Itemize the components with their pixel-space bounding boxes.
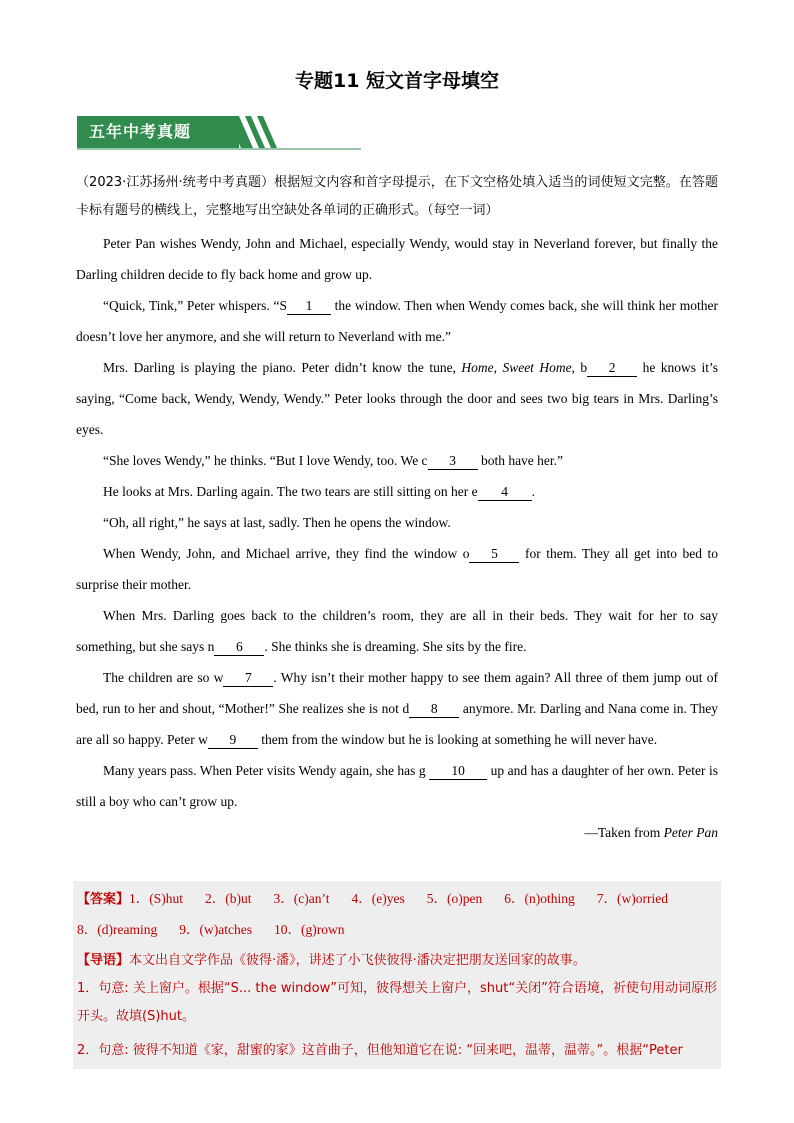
question-intro: （2023·江苏扬州·统考中考真题）根据短文内容和首字母提示，在下文空格处填入适当的词使短文完整。在答题卡标有题号的横线上，完整地写出空缺处各单词的正确形式。（每空一词） [76, 175, 718, 218]
paragraph-7: When Wendy, John, and Michael arrive, they find the window o 5 for them. They all get into bed to surprise their mother. [76, 546, 718, 592]
answer-item: 5．(o)pen [426, 891, 483, 906]
section-banner [77, 116, 367, 150]
explanation-2: 2．句意: 彼得不知道《家，甜蜜的家》这首曲子，但他知道它在说: “回来吧，温蒂，温蒂。”。根据“Peter [77, 1043, 683, 1058]
guide-label: 【导语】 [77, 953, 130, 968]
blank-1[interactable]: 1 [287, 298, 331, 315]
answer-line-1 [77, 887, 717, 907]
answer-item: 9．(w)atches [179, 922, 252, 937]
passage-source: —Taken from Peter Pan [584, 825, 718, 840]
blank-9[interactable]: 9 [208, 732, 258, 749]
blank-3[interactable]: 3 [428, 453, 478, 470]
blank-6[interactable]: 6 [214, 639, 264, 656]
answer-item: 10．(g)rown [273, 922, 345, 937]
answer-item: 2．(b)ut [205, 891, 252, 906]
blank-10[interactable]: 10 [429, 763, 487, 780]
explanation-1: 1．句意: 关上窗户。根据“S... the window”可知，彼得想关上窗户，shut“关闭”符合语境，祈使句用动词原形开头。故填(S)hut。 [77, 981, 717, 1024]
paragraph-6: “Oh, all right,” he says at last, sadly. Then he opens the window. [103, 515, 451, 530]
paragraph-2: “Quick, Tink,” Peter whispers. “S 1 the window. Then when Wendy comes back, she will think her mother doesn’t love her anymore, and she will return to Neverland with me.” [76, 298, 718, 344]
paragraph-3: Mrs. Darling is playing the piano. Peter didn’t know the tune, Home, Sweet Home, b 2 he knows it’s saying, “Come back, Wendy, Wendy, Wendy.” Peter looks through the door and sees two big tears in Mrs. Darling’s eyes. [76, 360, 718, 437]
paragraph-9: The children are so w 7 . Why isn’t their mother happy to see them again? All three of them jump out of bed, run to her and shout, “Mother!” She realizes she is not d 8 anymore. Mr. Darling and Nana come in. They are all so happy. Peter w 9 them from the window but he is looking at something he will never have. [76, 670, 719, 747]
blank-4[interactable]: 4 [478, 484, 532, 501]
guide-text: 本文出自文学作品《彼得·潘》，讲述了小飞侠彼得·潘决定把朋友送回家的故事。 [129, 953, 586, 968]
paragraph-4: “She loves Wendy,” he thinks. “But I love Wendy, too. We c 3 both have her.” [103, 453, 564, 468]
answer-item: 7．(w)orried [596, 891, 668, 906]
page-title: 专题11 短文首字母填空 [294, 70, 500, 92]
answer-item: 3．(c)an’t [273, 891, 330, 906]
answer-line-2 [77, 918, 717, 938]
answer-label: 【答案】 [77, 892, 130, 907]
answer-item: 4．(e)yes [351, 891, 405, 906]
blank-8[interactable]: 8 [409, 701, 459, 718]
paragraph-10: Many years pass. When Peter visits Wendy again, she has g 10 up and has a daughter of her own. Peter is still a boy who can’t grow up. [76, 763, 718, 809]
paragraph-5: He looks at Mrs. Darling again. The two tears are still sitting on her e 4 . [103, 484, 536, 499]
paragraph-1: Peter Pan wishes Wendy, John and Michael, especially Wendy, would stay in Neverland forever, but finally the Darling children decide to fly back home and grow up. [76, 236, 718, 282]
blank-7[interactable]: 7 [223, 670, 273, 687]
paragraph-8: When Mrs. Darling goes back to the children’s room, they are all in their beds. They wait for her to say something, but she says n 6 . She thinks she is dreaming. She sits by the fire. [76, 608, 718, 654]
answer-item: 8．(d)reaming [77, 922, 158, 937]
blank-2[interactable]: 2 [587, 360, 637, 377]
answer-item: 1．(S)hut [129, 891, 184, 906]
question-content [76, 168, 718, 848]
answer-section [73, 881, 721, 1069]
blank-5[interactable]: 5 [469, 546, 519, 563]
banner-label: 五年中考真题 [77, 116, 239, 148]
guide-line [77, 949, 717, 968]
answer-item: 6．(n)othing [504, 891, 575, 906]
